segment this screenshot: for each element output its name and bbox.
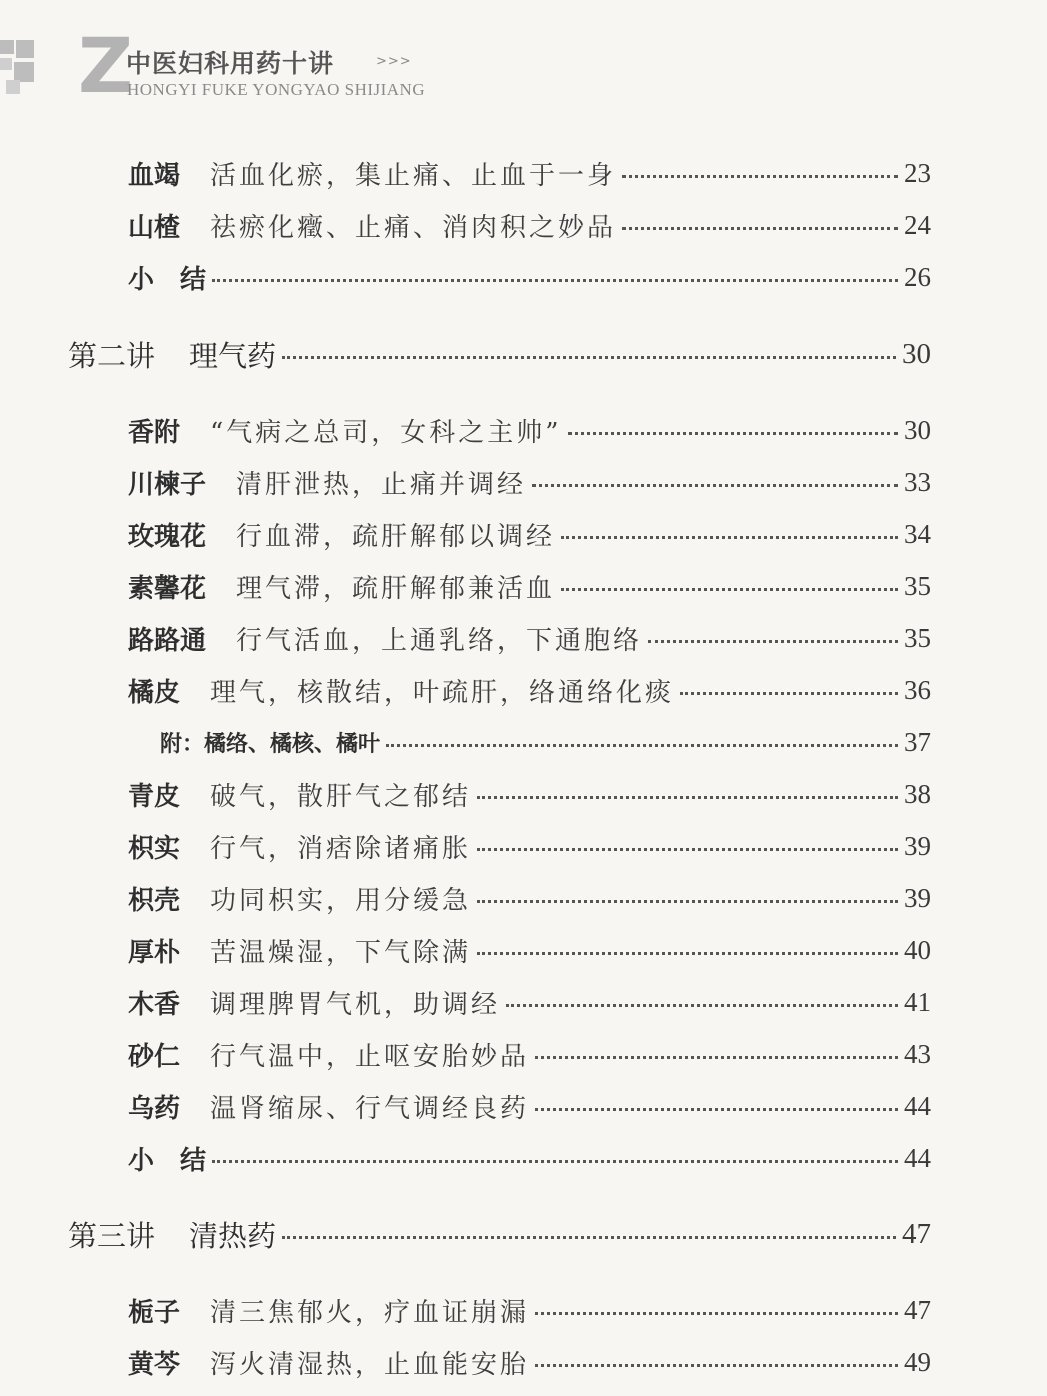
leader-dots [532, 484, 898, 487]
page-number: 44 [904, 1090, 931, 1121]
leader-dots [561, 536, 898, 539]
page-number: 39 [904, 882, 931, 913]
toc-entry[interactable]: 玫瑰花 行血滞，疏肝解郁以调经 34 [128, 518, 931, 552]
toc-entry[interactable]: 黄芩 泻火清湿热，止血能安胎 49 [128, 1346, 931, 1380]
toc-subentry[interactable]: 附：橘络、橘核、橘叶 37 [160, 726, 931, 757]
page-number: 30 [904, 414, 931, 445]
toc-entry[interactable]: 栀子 清三焦郁火，疗血证崩漏 47 [128, 1294, 931, 1328]
toc-entry[interactable]: 厚朴 苦温燥湿，下气除满 40 [128, 934, 931, 968]
page-number: 30 [902, 337, 931, 370]
toc-entry[interactable]: 枳壳 功同枳实，用分缓急 39 [128, 882, 931, 916]
page-number: 49 [904, 1346, 931, 1377]
toc-entry-summary[interactable]: 小 结 44 [128, 1142, 931, 1176]
leader-dots [212, 1160, 898, 1163]
page-number: 34 [904, 518, 931, 549]
page-number: 47 [904, 1294, 931, 1325]
leader-dots [680, 692, 898, 695]
leader-dots [568, 432, 898, 435]
leader-dots [535, 1312, 898, 1315]
leader-dots [477, 900, 898, 903]
page-number: 33 [904, 466, 931, 497]
page-number: 43 [904, 1038, 931, 1069]
toc-entry[interactable]: 木香 调理脾胃气机，助调经 41 [128, 986, 931, 1020]
logo-letter: Z [78, 21, 134, 110]
page-number: 35 [904, 622, 931, 653]
toc-entry[interactable]: 血竭 活血化瘀，集止痛、止血于一身 23 [128, 157, 931, 191]
page-number: 37 [904, 726, 931, 757]
lecture-heading[interactable]: 第三讲 清热药 47 [68, 1217, 931, 1253]
leader-dots [535, 1108, 898, 1111]
toc-entry[interactable]: 青皮 破气，散肝气之郁结 38 [128, 778, 931, 812]
toc-entry[interactable]: 乌药 温肾缩尿、行气调经良药 44 [128, 1090, 931, 1124]
leader-dots [506, 1004, 898, 1007]
page-number: 36 [904, 674, 931, 705]
leader-dots [622, 175, 898, 178]
page-number: 40 [904, 934, 931, 965]
toc-entry[interactable]: 香附 “气病之总司，女科之主帅” 30 [128, 414, 931, 448]
book-title: 中医妇科用药十讲 [126, 49, 335, 78]
toc-entry-summary[interactable]: 小 结 26 [128, 261, 931, 295]
leader-dots [477, 796, 898, 799]
toc-entry[interactable]: 山楂 祛瘀化癥、止痛、消肉积之妙品 24 [128, 209, 931, 243]
page-number: 47 [902, 1217, 931, 1250]
toc-entry[interactable]: 路路通 行气活血，上通乳络，下通胞络 35 [128, 622, 931, 656]
page-number: 41 [904, 986, 931, 1017]
toc-entry[interactable]: 橘皮 理气，核散结，叶疏肝，络通络化痰 36 [128, 674, 931, 708]
book-title-pinyin: HONGYI FUKE YONGYAO SHIJIANG [127, 80, 426, 99]
page-number: 44 [904, 1142, 931, 1173]
leader-dots [477, 952, 898, 955]
lecture-heading[interactable]: 第二讲 理气药 30 [68, 337, 931, 373]
leader-dots [477, 848, 898, 851]
leader-dots [212, 279, 898, 282]
page-number: 35 [904, 570, 931, 601]
toc-entry[interactable]: 枳实 行气，消痞除诸痛胀 39 [128, 830, 931, 864]
page-number: 24 [904, 209, 931, 240]
leader-dots [535, 1056, 898, 1059]
page-number: 23 [904, 157, 931, 188]
leader-dots [282, 1236, 896, 1239]
leader-dots [561, 588, 898, 591]
arrow-icon: >>> [376, 54, 412, 69]
leader-dots [535, 1364, 898, 1367]
toc-entry[interactable]: 砂仁 行气温中，止呕安胎妙品 43 [128, 1038, 931, 1072]
toc-entry[interactable]: 素馨花 理气滞，疏肝解郁兼活血 35 [128, 570, 931, 604]
leader-dots [622, 227, 898, 230]
page-number: 26 [904, 261, 931, 292]
page-number: 38 [904, 778, 931, 809]
page-number: 39 [904, 830, 931, 861]
leader-dots [386, 744, 898, 747]
leader-dots [282, 356, 896, 359]
leader-dots [648, 640, 898, 643]
toc-entry[interactable]: 川楝子 清肝泄热，止痛并调经 33 [128, 466, 931, 500]
